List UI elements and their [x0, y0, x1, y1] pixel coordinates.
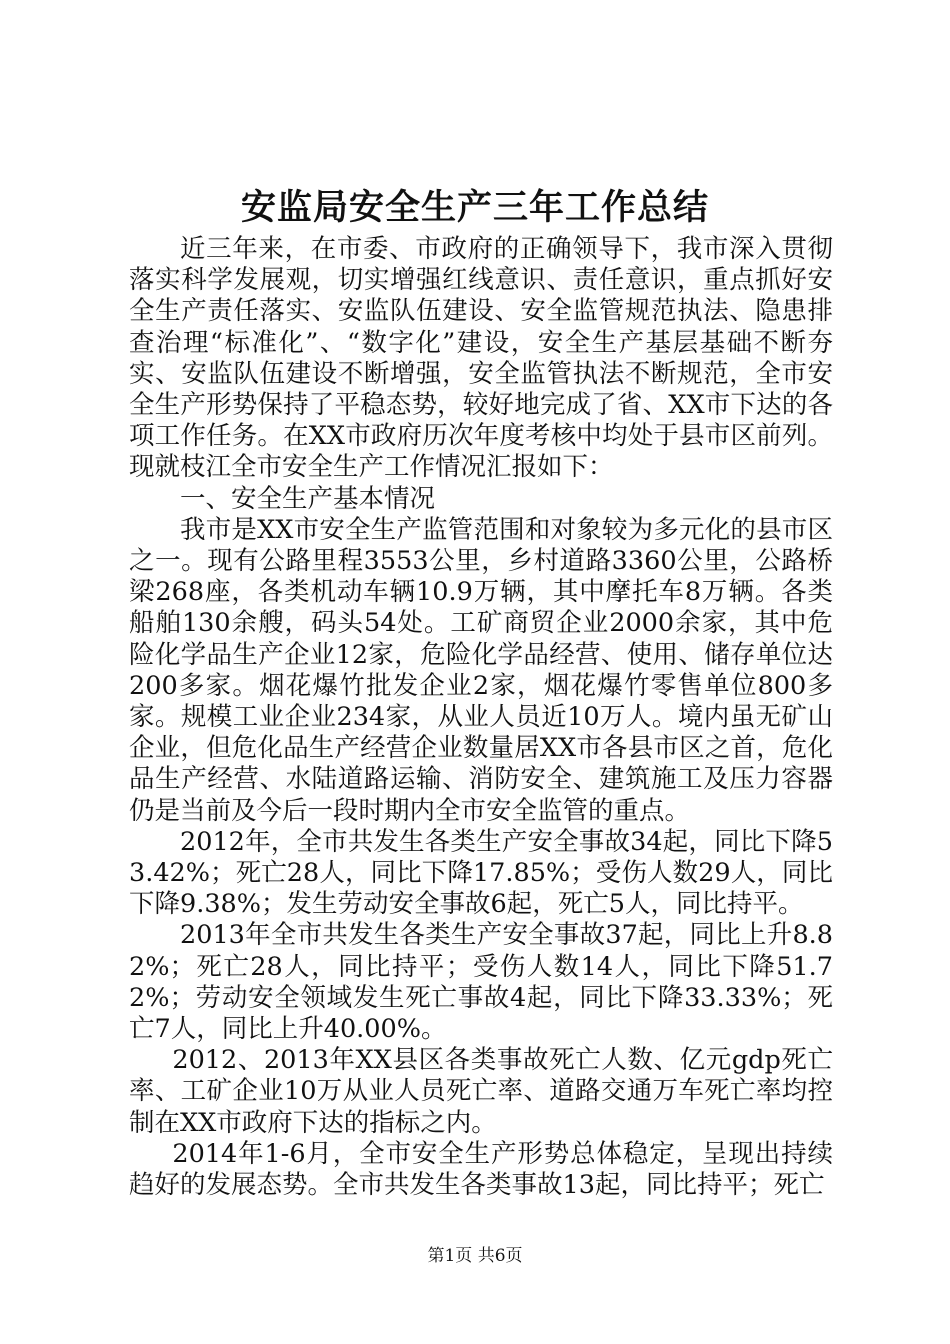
paragraph-2014: 2014年1-6月，全市安全生产形势总体稳定，呈现出持续趋好的发展态势。全市共发生各类事故13起，同比持平；死亡: [129, 1138, 833, 1201]
paragraph-2013: 2013年全市共发生各类生产安全事故37起，同比上升8.82%；死亡28人，同比持平；受伤人数14人，同比下降51.72%；劳动安全领域发生死亡事故4起，同比下降33.33%；死亡7人，同比上升40.00%。: [129, 920, 833, 1045]
paragraph-2012: 2012年，全市共发生各类生产安全事故34起，同比下降53.42%；死亡28人，同比下降17.85%；受伤人数29人，同比下降9.38%；发生劳动安全事故6起，死亡5人，同比持平。: [129, 826, 833, 920]
document-title: 安监局安全生产三年工作总结: [240, 187, 709, 228]
paragraph-overview: 我市是XX市安全生产监管范围和对象较为多元化的县市区之一。现有公路里程3553公里，乡村道路3360公里，公路桥梁268座，各类机动车辆10.9万辆，其中摩托车8万辆。各类船舶130余艘，码头54处。工矿商贸企业2000余家，其中危险化学品生产企业12家，危险化学品经营、使用、储存单位达200多家。烟花爆竹批发企业2家，烟花爆竹零售单位800多家。规模工业企业234家，从业人员近10万人。境内虽无矿山企业，但危化品生产经营企业数量居XX市各县市区之首，危化品生产经营、水陆道路运输、消防安全、建筑施工及压力容器仍是当前及今后一段时期内全市安全监管的重点。: [129, 514, 833, 826]
paragraph-intro: 近三年来，在市委、市政府的正确领导下，我市深入贯彻落实科学发展观，切实增强红线意识、责任意识，重点抓好安全生产责任落实、安监队伍建设、安全监管规范执法、隐患排查治理“标准化”、“数字化”建设，安全生产基层基础不断夯实、安监队伍建设不断增强，安全监管执法不断规范，全市安全生产形势保持了平稳态势，较好地完成了省、XX市下达的各项工作任务。在XX市政府历次年度考核中均处于县市区前列。现就枝江全市安全生产工作情况汇报如下：: [129, 234, 833, 483]
paragraph-indicators: 2012、2013年XX县区各类事故死亡人数、亿元gdp死亡率、工矿企业10万从业人员死亡率、道路交通万车死亡率均控制在XX市政府下达的指标之内。: [129, 1045, 833, 1138]
section-heading: 一、安全生产基本情况: [180, 483, 436, 514]
document-body: [129, 234, 833, 1201]
page-footer: 第1页 共6页: [427, 1246, 523, 1266]
